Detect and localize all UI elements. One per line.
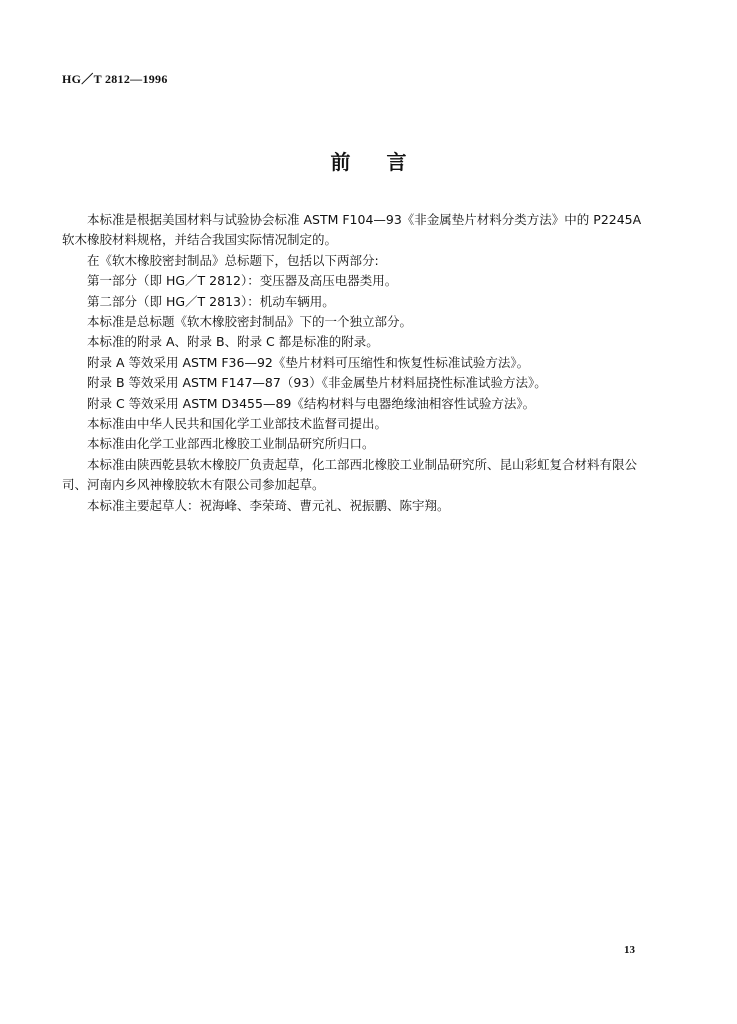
paragraph-basis: 本标准是根据美国材料与试验协会标准 ASTM F104—93《非金属垫片材料分类方法》中的 P2245A 软木橡胶材料规格，并结合我国实际情况制定的。 xyxy=(62,212,642,248)
paragraph-part-one: 第一部分（即 HG／T 2812）：变压器及高压电器类用。 xyxy=(87,273,398,289)
paragraph-appendices: 本标准的附录 A、附录 B、附录 C 都是标准的附录。 xyxy=(87,334,379,350)
paragraph-independent-part: 本标准是总标题《软木橡胶密封制品》下的一个独立部分。 xyxy=(87,314,413,330)
paragraph-part-two: 第二部分（即 HG／T 2813）：机动车辆用。 xyxy=(87,293,335,309)
page-title: 前言 xyxy=(330,150,443,174)
paragraph-proposed-by: 本标准由中华人民共和国化学工业部技术监督司提出。 xyxy=(87,416,388,432)
paragraph-main-drafters: 本标准主要起草人：祝海峰、李荣琦、曹元礼、祝振鹏、陈宇翔。 xyxy=(87,497,450,513)
document-body xyxy=(62,210,646,516)
paragraph-drafting-units: 本标准由陕西乾县软木橡胶厂负责起草，化工部西北橡胶工业制品研究所、昆山彩虹复合材料有限公司、河南内乡风神橡胶软木有限公司参加起草。 xyxy=(62,456,638,493)
standard-code-header: HG／T 2812—1996 xyxy=(62,72,168,86)
paragraph-appendix-c: 附录 C 等效采用 ASTM D3455—89《结构材料与电器绝缘油相容性试验方法》。 xyxy=(87,395,536,411)
page-number: 13 xyxy=(624,944,635,956)
paragraph-parts-intro: 在《软木橡胶密封制品》总标题下，包括以下两部分: xyxy=(87,252,379,268)
paragraph-appendix-a: 附录 A 等效采用 ASTM F36—92《垫片材料可压缩性和恢复性标准试验方法》。 xyxy=(87,354,530,370)
paragraph-appendix-b: 附录 B 等效采用 ASTM F147—87（93）《非金属垫片材料屈挠性标准试验方法》。 xyxy=(87,375,547,391)
paragraph-centralized-by: 本标准由化学工业部西北橡胶工业制品研究所归口。 xyxy=(87,436,375,452)
